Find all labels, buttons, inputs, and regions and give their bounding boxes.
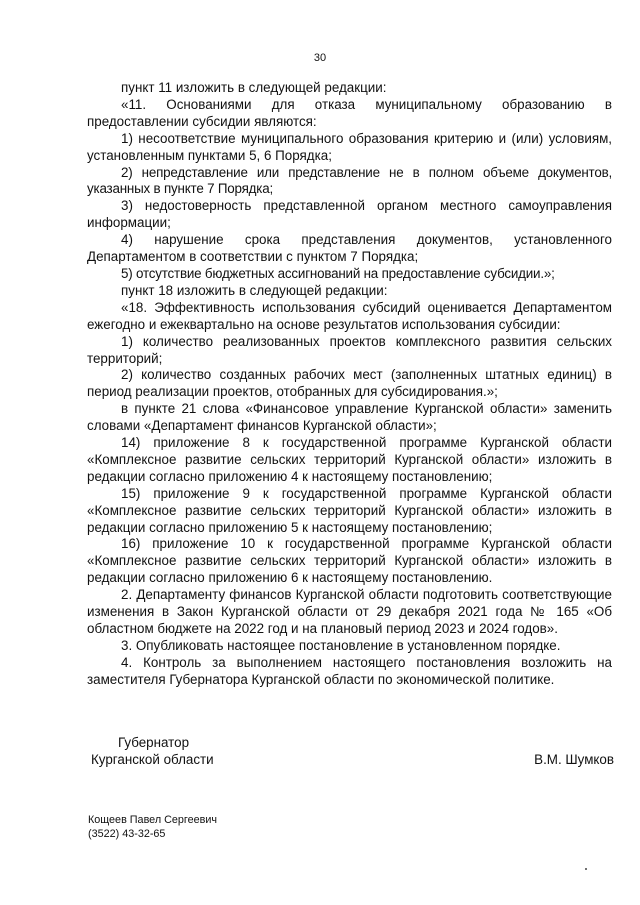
executor-block <box>88 813 217 841</box>
executor-name: Кощеев Павел Сергеевич <box>88 814 218 826</box>
stray-dot <box>585 868 587 870</box>
paragraph: пункт 18 изложить в следующей редакции: <box>121 282 388 298</box>
executor-phone: (3522) 43-32-65 <box>88 828 166 840</box>
page-number: 30 <box>313 52 327 64</box>
signatory-position: Губернатор <box>118 735 190 750</box>
signatory-name: В.М. Шумков <box>534 752 614 767</box>
document-body <box>87 80 612 689</box>
paragraph: пункт 11 изложить в следующей редакции: <box>121 80 387 95</box>
paragraph: «18. Эффективность использования субсидий оценивается Департаментом ежегодно и ежеквартально на основе результатов использования субсидии: <box>87 299 612 332</box>
paragraph: 14) приложение 8 к государственной программе Курганской области «Комплексное развитие сельских территорий Курганской области» изложить в редакции согласно приложению 4 к настоящему постановлению; <box>87 435 612 484</box>
paragraph: 5) отсутствие бюджетных ассигнований на предоставление субсидии.»; <box>121 265 555 281</box>
paragraph: 4. Контроль за выполнением настоящего постановления возложить на заместителя Губернатора Курганской области по экономической политике. <box>87 654 612 687</box>
paragraph: в пункте 21 слова «Финансовое управление Курганской области» заменить словами «Департамент финансов Курганской области»; <box>87 401 612 434</box>
paragraph: 2. Департаменту финансов Курганской области подготовить соответствующие изменения в Закон Курганской области от 29 декабря 2021 года № 165 «Об областном бюджете на 2022 год и на плановый период 2023 и 2024 годов». <box>87 587 612 636</box>
paragraph: «11. Основаниями для отказа муниципальному образованию в предоставлении субсидии являются: <box>87 96 612 129</box>
paragraph: 1) несоответствие муниципального образования критерию и (или) условиям, установленным пунктами 5, 6 Порядка; <box>87 130 612 163</box>
paragraph: 1) количество реализованных проектов комплексного развития сельских территорий; <box>87 333 612 366</box>
signatory-region: Курганской области <box>91 751 214 767</box>
paragraph: 16) приложение 10 к государственной программе Курганской области «Комплексное развитие сельских территорий Курганской области» изложить в редакции согласно приложению 6 к настоящему постановлению. <box>87 536 612 586</box>
paragraph: 2) непредставление или представление не в полном объеме документов, указанных в пункте 7 Порядка; <box>87 164 612 197</box>
paragraph: 2) количество созданных рабочих мест (заполненных штатных единиц) в период реализации проектов, отобранных для субсидирования.»; <box>87 367 612 400</box>
signatory-title <box>91 735 214 769</box>
paragraph: 4) нарушение срока представления документов, установленного Департаментом в соответствии с пунктом 7 Порядка; <box>87 232 612 265</box>
paragraph: 3) недостоверность представленной органом местного самоуправления информации; <box>87 198 612 231</box>
paragraph: 3. Опубликовать настоящее постановление в установленном порядке. <box>121 637 561 653</box>
paragraph: 15) приложение 9 к государственной программе Курганской области «Комплексное развитие сельских территорий Курганской области» изложить в редакции согласно приложению 5 к настоящему постановлению; <box>87 485 612 535</box>
